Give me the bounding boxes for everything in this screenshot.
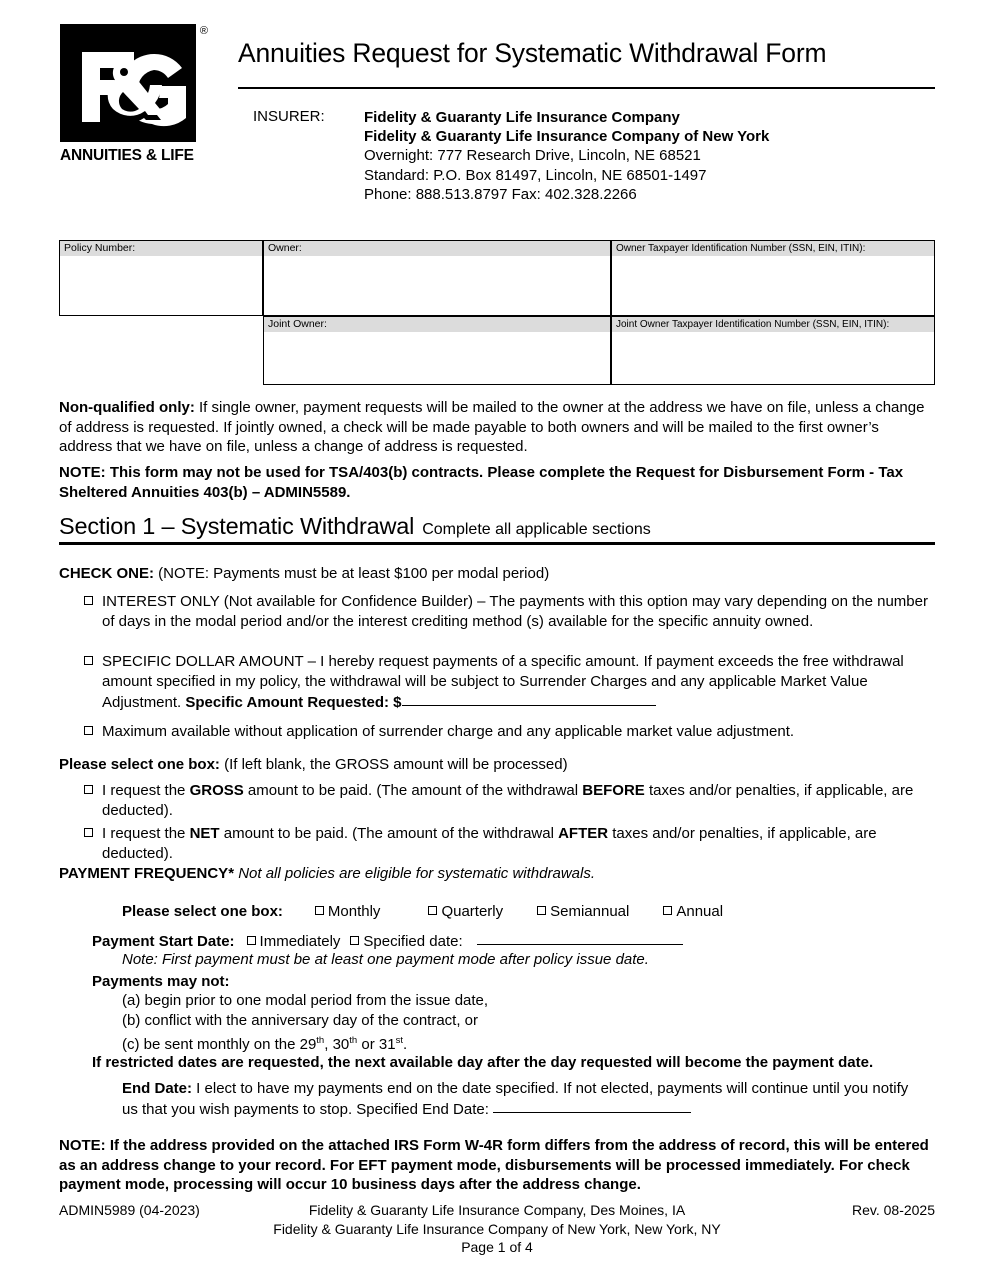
checkbox-label-monthly: Monthly: [327, 903, 381, 920]
section-1-divider: [59, 542, 935, 545]
insurer-phone-fax: Phone: 888.513.8797 Fax: 402.328.2266: [364, 185, 637, 203]
document-title: Annuities Request for Systematic Withdrawal Form: [238, 38, 827, 68]
end-date-label: End Date:: [122, 1080, 193, 1097]
joint-owner-field[interactable]: [263, 316, 611, 385]
policy-number-label: Policy Number:: [60, 241, 262, 256]
payments-may-not-heading: Payments may not:: [92, 973, 230, 990]
checkbox-option-net[interactable]: [84, 824, 935, 863]
payment-frequency-label-italic: Not all policies are eligible for systematic withdrawals.: [234, 865, 596, 882]
fg-logo-tagline: ANNUITIES & LIFE: [60, 147, 194, 164]
payments-may-not-tail: .: [402, 1035, 408, 1053]
checkbox-label-specified-date: Specified date:: [363, 933, 463, 950]
check-one-label: [59, 564, 935, 584]
checkbox-option-specified-date[interactable]: [350, 932, 462, 952]
payments-may-not-mid-2: or 31: [357, 1035, 396, 1053]
checkbox-icon-annual[interactable]: [663, 906, 672, 915]
registered-trademark-icon: ®: [199, 25, 208, 37]
restricted-dates-note: If restricted dates are requested, the next available day after the day requested will become the payment date.: [92, 1054, 874, 1071]
checkbox-label-gross: [84, 781, 935, 820]
specific-amount-input-line[interactable]: [402, 691, 656, 706]
document-header: [0, 0, 990, 228]
payment-frequency-label: [59, 864, 935, 884]
fg-logo-mark: [60, 24, 208, 142]
joint-owner-tin-label: Joint Owner Taxpayer Identification Number (SSN, EIN, ITIN):: [612, 317, 934, 332]
gross-text-a: I request the: [102, 782, 190, 799]
gross-text-c: amount to be paid. (The amount of the withdrawal: [243, 782, 583, 799]
payments-may-not-sup-1: th: [316, 1034, 325, 1046]
checkbox-icon-net[interactable]: [84, 828, 93, 837]
payments-may-not-item-b: [122, 1011, 488, 1031]
document-footer: [59, 1201, 935, 1263]
checkbox-icon-maximum-available[interactable]: [84, 726, 93, 735]
insurer-overnight-address: Overnight: 777 Research Drive, Lincoln, NE 68521: [364, 147, 701, 165]
end-date-body: I elect to have my payments end on the date specified. If not elected, payments will continue until you notify us that you wish payments to stop. Specified End Date:: [122, 1080, 909, 1118]
insurer-company-1: Fidelity & Guaranty Life Insurance Company: [364, 109, 680, 126]
net-text-c: amount to be paid. (The amount of the withdrawal: [219, 825, 559, 842]
payments-may-not-item-a: [122, 991, 488, 1011]
select-one-box-label: [59, 755, 935, 775]
checkbox-label-maximum-available: Maximum available without application of surrender charge and any applicable market value adjustment.: [102, 723, 795, 740]
checkbox-option-maximum-available[interactable]: [84, 722, 935, 742]
check-one-label-note: (NOTE: Payments must be at least $100 per modal period): [154, 565, 550, 582]
checkbox-label-semiannual: Semiannual: [550, 903, 630, 920]
title-divider: [238, 87, 935, 89]
payment-frequency-options-row: [122, 902, 723, 922]
checkbox-option-semiannual[interactable]: [537, 902, 629, 922]
checkbox-icon-specific-dollar-amount[interactable]: [84, 656, 93, 665]
payment-start-date-note: Note: First payment must be at least one payment mode after policy issue date.: [122, 951, 649, 968]
non-qualified-lead: Non-qualified only:: [59, 399, 195, 416]
specific-amount-dollar-sign: $: [389, 694, 402, 711]
footer-revision: Rev. 08-2025: [851, 1202, 935, 1218]
gross-keyword: GROSS: [189, 782, 244, 799]
net-text-a: I request the: [102, 825, 190, 842]
checkbox-option-interest-only[interactable]: [84, 592, 935, 631]
insurer-address-block: [364, 108, 769, 204]
checkbox-label-immediately: Immediately: [259, 933, 341, 950]
payments-may-not-text-a: begin prior to one modal period from the issue date,: [144, 992, 489, 1009]
insurer-label: INSURER:: [253, 108, 325, 125]
checkbox-icon-immediately[interactable]: [247, 936, 256, 945]
policy-number-field[interactable]: [59, 240, 263, 316]
specific-amount-request-label: Specific Amount Requested:: [185, 694, 390, 711]
checkbox-icon-monthly[interactable]: [315, 906, 324, 915]
owner-label: Owner:: [264, 241, 610, 256]
non-qualified-body: If single owner, payment requests will be mailed to the owner at the address we have on file, unless a change of address is requested. If jointly owned, a check will be made payable to both owners and will be mailed to the first owner’s address that we have on file, unless a change of address is requested.: [59, 399, 925, 455]
net-keyword: NET: [189, 825, 220, 842]
owner-tin-label: Owner Taxpayer Identification Number (SSN, EIN, ITIN):: [612, 241, 934, 256]
payments-may-not-sup-3: st: [395, 1034, 403, 1046]
checkbox-icon-semiannual[interactable]: [537, 906, 546, 915]
section-1-subtitle: Complete all applicable sections: [422, 521, 651, 538]
payment-frequency-select-label: Please select one box:: [122, 903, 283, 920]
payments-may-not-mid-1: , 30: [324, 1035, 350, 1053]
owner-field[interactable]: [263, 240, 611, 316]
footer-company-line-1: Fidelity & Guaranty Life Insurance Company, Des Moines, IA: [308, 1202, 686, 1218]
payments-may-not-text-c-pre: be sent monthly on the 29: [143, 1035, 317, 1053]
checkbox-label-specific-dollar-amount: [84, 652, 935, 713]
select-one-box-label-note: (If left blank, the GROSS amount will be processed): [219, 756, 568, 773]
end-date-block: [122, 1079, 922, 1119]
payments-may-not-item-c: [122, 1031, 488, 1055]
gross-text-d: taxes and/or penalties, if applicable, are deducted).: [102, 782, 914, 819]
payment-frequency-label-bold: PAYMENT FREQUENCY*: [59, 865, 235, 882]
joint-owner-tin-field[interactable]: [611, 316, 935, 385]
policy-owner-table: [59, 240, 935, 385]
checkbox-option-immediately[interactable]: [247, 932, 341, 952]
insurer-company-2: Fidelity & Guaranty Life Insurance Company of New York: [364, 128, 770, 146]
footer-page-number: Page 1 of 4: [461, 1239, 533, 1255]
checkbox-label-quarterly: Quarterly: [441, 903, 504, 920]
note-403b: NOTE: This form may not be used for TSA/403(b) contracts. Please complete the Request for Disbursement Form - Tax Sheltered Annuities 403(b) – ADMIN5589.: [59, 464, 904, 501]
net-text-d: taxes and/or penalties, if applicable, are deducted).: [102, 825, 877, 862]
specified-end-date-input-line[interactable]: [493, 1099, 691, 1113]
payments-may-not-sup-2: th: [349, 1034, 358, 1046]
footer-center-block: [59, 1201, 935, 1257]
check-one-label-bold: CHECK ONE:: [59, 565, 155, 582]
checkbox-label-annual: Annual: [676, 903, 724, 920]
net-after-keyword: AFTER: [558, 825, 609, 842]
checkbox-icon-specified-date[interactable]: [350, 936, 359, 945]
payments-may-not-text-b: conflict with the anniversary day of the contract, or: [144, 1011, 479, 1029]
checkbox-label-net: [84, 824, 935, 863]
owner-tin-field[interactable]: [611, 240, 935, 316]
payment-start-date-row: [92, 931, 683, 952]
checkbox-label-interest-only: INTEREST ONLY (Not available for Confidence Builder) – The payments with this option may vary depending on the number of days in the modal period and/or the interest crediting method (s) available for the specific annuity owned.: [102, 593, 928, 630]
payments-may-not-marker-c: (c): [122, 1035, 140, 1053]
payments-may-not-marker-a: (a): [122, 992, 141, 1009]
section-1-heading: [59, 513, 935, 540]
section-1-title: Section 1 – Systematic Withdrawal: [59, 513, 415, 539]
w4r-address-note: NOTE: If the address provided on the attached IRS Form W-4R form differs from the address of record, this will be entered as an address change to your record. For EFT payment mode, disbursements will be processed immediately. For check payment mode, processing will occur 10 business days after the address change.: [59, 1137, 929, 1193]
checkbox-option-gross[interactable]: [84, 781, 935, 820]
gross-before-keyword: BEFORE: [582, 782, 645, 799]
checkbox-icon-quarterly[interactable]: [428, 906, 437, 915]
payments-may-not-marker-b: (b): [122, 1011, 141, 1029]
payment-start-date-label: Payment Start Date:: [92, 933, 235, 950]
checkbox-option-monthly[interactable]: [315, 902, 381, 922]
footer-company-line-2: Fidelity & Guaranty Life Insurance Company of New York, New York, NY: [273, 1220, 721, 1237]
joint-owner-label: Joint Owner:: [264, 317, 610, 332]
payments-may-not-list: [122, 991, 488, 1054]
select-one-box-label-bold: Please select one box:: [59, 756, 220, 773]
footer-form-id: ADMIN5989 (04-2023): [59, 1202, 200, 1218]
checkbox-option-annual[interactable]: [663, 902, 723, 922]
checkbox-option-specific-dollar-amount[interactable]: [84, 652, 935, 713]
fg-logo-icon: [60, 24, 196, 142]
fg-logo: [60, 24, 210, 165]
specific-amount-text-1: SPECIFIC DOLLAR AMOUNT – I hereby request payments of a specific amount. If payment exceeds the free withdrawal amount specified in my policy, the withdrawal will be subject to Surrender Charges and any applicable Market Value Adjustment.: [102, 653, 904, 711]
insurer-standard-address: Standard: P.O. Box 81497, Lincoln, NE 68501-1497: [364, 166, 707, 184]
checkbox-icon-gross[interactable]: [84, 785, 93, 794]
checkbox-icon-interest-only[interactable]: [84, 596, 93, 605]
specified-start-date-input-line[interactable]: [477, 931, 683, 945]
non-qualified-paragraph: [59, 398, 935, 457]
checkbox-option-quarterly[interactable]: [428, 902, 503, 922]
